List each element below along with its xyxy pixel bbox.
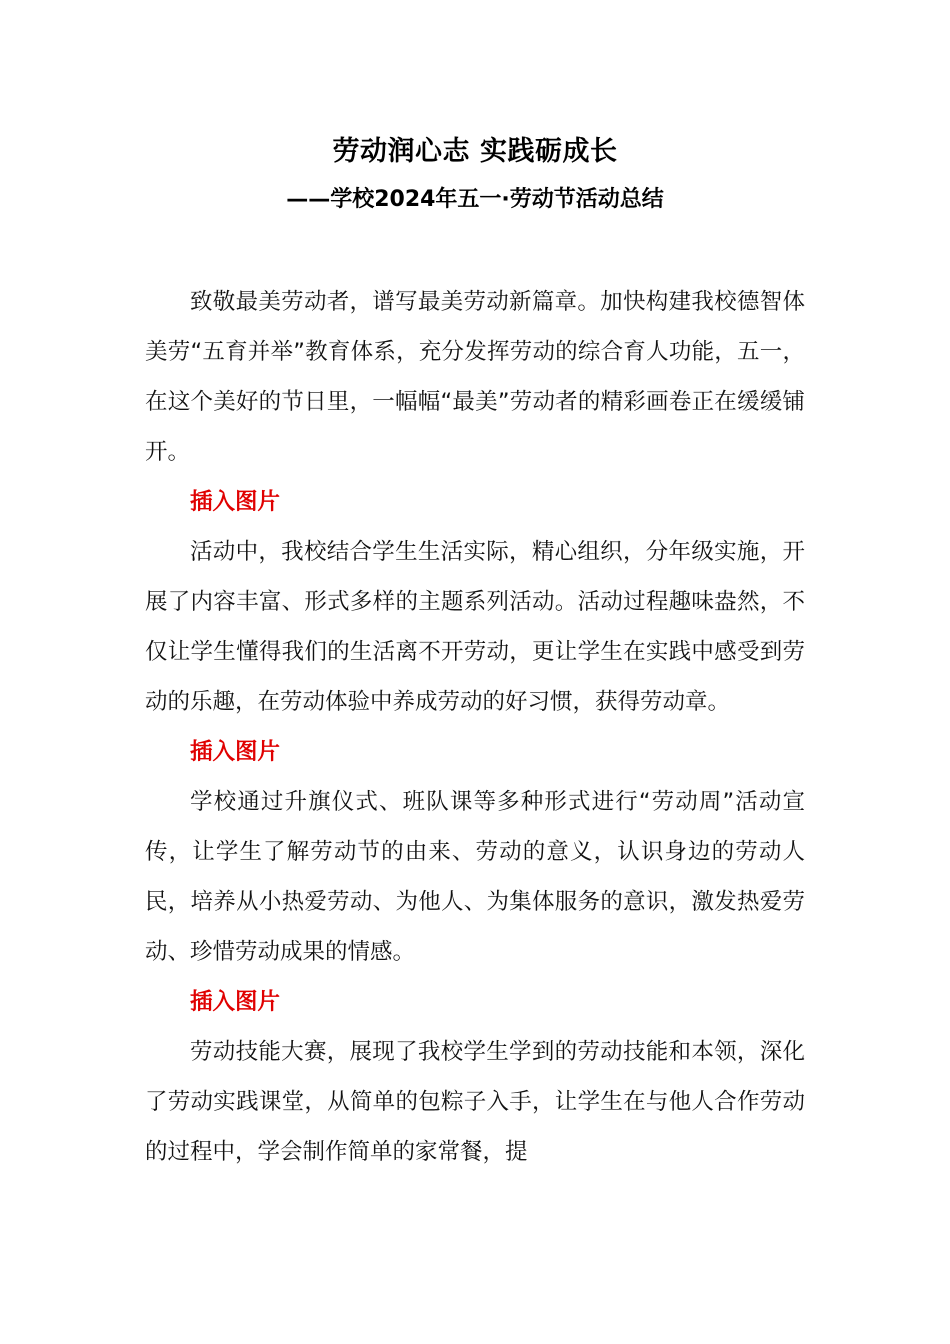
insert-image-marker: 插入图片 <box>190 489 281 515</box>
paragraph-activities: 活动中，我校结合学生生活实际，精心组织，分年级实施，开展了内容丰富、形式多样的主题系列活动。活动过程趣味盎然，不仅让学生懂得我们的生活离不开劳动，更让学生在实践中感受到劳动的乐趣，在劳动体验中养成劳动的好习惯，获得劳动章。 <box>145 539 805 715</box>
document-subtitle: ——学校2024年五一·劳动节活动总结 <box>286 187 664 212</box>
document-body <box>145 277 805 1177</box>
insert-image-marker: 插入图片 <box>190 739 281 765</box>
document-title: 劳动润心志 实践砺成长 <box>332 136 618 167</box>
paragraph-publicity: 学校通过升旗仪式、班队课等多种形式进行“劳动周”活动宣传，让学生了解劳动节的由来、劳动的意义，认识身边的劳动人民，培养从小热爱劳动、为他人、为集体服务的意识，激发热爱劳动、珍惜劳动成果的情感。 <box>145 789 805 965</box>
paragraph-intro: 致敬最美劳动者，谱写最美劳动新篇章。加快构建我校德智体美劳“五育并举”教育体系，充分发挥劳动的综合育人功能，五一，在这个美好的节日里，一幅幅“最美”劳动者的精彩画卷正在缓缓铺开。 <box>145 289 805 465</box>
paragraph-skills-contest: 劳动技能大赛，展现了我校学生学到的劳动技能和本领，深化了劳动实践课堂，从简单的包粽子入手，让学生在与他人合作劳动的过程中，学会制作简单的家常餐，提 <box>145 1039 805 1165</box>
insert-image-marker: 插入图片 <box>190 989 281 1015</box>
